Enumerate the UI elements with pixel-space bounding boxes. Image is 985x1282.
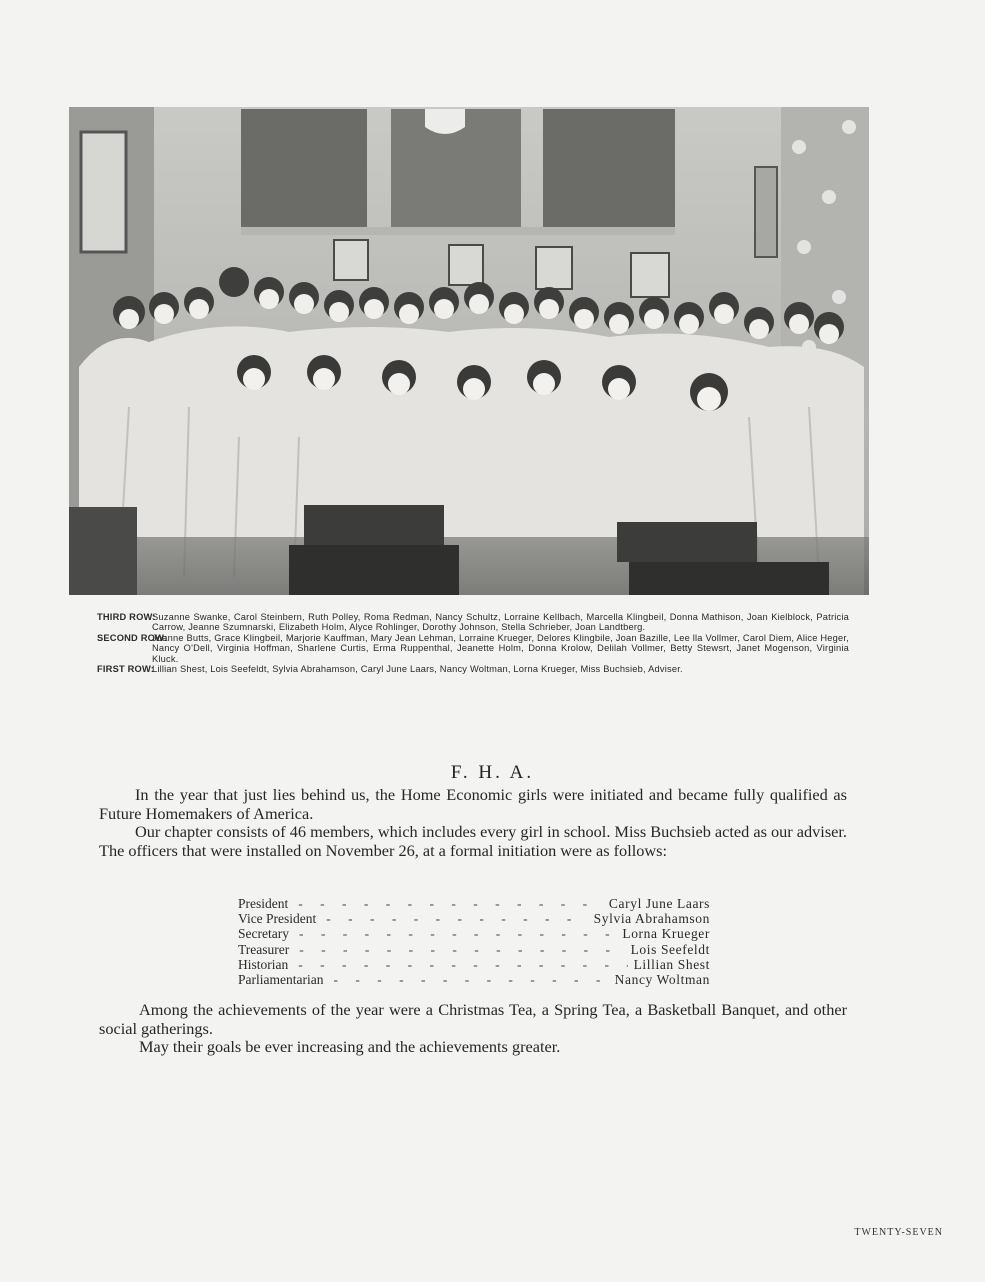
- officer-name: Lois Seefeldt: [630, 941, 710, 957]
- caption-row-label: THIRD ROW:: [97, 612, 156, 622]
- intro-text: [99, 786, 847, 860]
- leader-dots: [299, 942, 624, 957]
- officer-role: President: [238, 896, 289, 911]
- group-photo: [69, 107, 869, 595]
- officer-role: Treasurer: [238, 941, 290, 957]
- leader-dots: [333, 972, 608, 987]
- caption-row-names: Joanne Butts, Grace Klingbeil, Marjorie Kauffman, Mary Jean Lehman, Lorraine Krueger, Delores Klingbile, Joan Bazille, Lee lla Vollmer, Carol Diem, Alice Heger, Nancy O'Dell, Virginia Hoffman, Sharlene Curtis, Erma Ruppenthal, Jeanette Holm, Donna Krolow, Delilah Vollmer, Betty Stewsrt, Janet Mogenson, Virginia Kluck.: [152, 632, 849, 664]
- leader-dots: [298, 896, 603, 911]
- officer-name: Caryl June Laars: [608, 896, 710, 911]
- leader-dots: [326, 911, 587, 926]
- leader-dots: [298, 957, 627, 972]
- photo-caption: [97, 612, 849, 674]
- officer-row: [238, 896, 710, 911]
- officer-role: Historian: [238, 956, 289, 972]
- officer-role: Secretary: [238, 926, 289, 942]
- closing-text: [99, 1001, 847, 1057]
- closing-paragraph: May their goals be ever increasing and the achievements greater.: [139, 1037, 561, 1056]
- officer-role: Parliamentarian: [238, 972, 324, 988]
- officer-name: Lorna Krueger: [622, 926, 710, 942]
- leader-dots: [299, 926, 616, 941]
- officer-name: Sylvia Abrahamson: [593, 911, 710, 927]
- section-title: F. H. A.: [450, 762, 535, 783]
- officer-row: [238, 911, 710, 926]
- intro-paragraph: Our chapter consists of 46 members, which includes every girl in school. Miss Buchsieb acted as our adviser. The officers that were installed on November 26, at a formal initiation were as follows:: [99, 822, 847, 860]
- caption-first-row: [97, 664, 849, 674]
- caption-row-names: Suzanne Swanke, Carol Steinbern, Ruth Polley, Roma Redman, Nancy Schultz, Lorraine Kellbach, Marcella Klingbeil, Donna Mathison, Joan Kielblock, Patricia Carrow, Jeanne Szumnarski, Elizabeth Holm, Alyce Rohlinger, Dorothy Johnson, Stella Schrieber, Joan Landtberg.: [152, 612, 849, 633]
- closing-paragraph: Among the achievements of the year were a Christmas Tea, a Spring Tea, a Basketball Banquet, and other social gatherings.: [99, 1000, 847, 1038]
- caption-third-row: [97, 612, 849, 633]
- officer-name: Lillian Shest: [633, 956, 710, 972]
- officer-name: Nancy Woltman: [614, 972, 710, 988]
- officer-row: [238, 926, 710, 941]
- caption-second-row: [97, 633, 849, 664]
- page-number: TWENTY-SEVEN: [854, 1227, 943, 1238]
- officer-row: [238, 972, 710, 987]
- caption-row-label: FIRST ROW:: [97, 664, 155, 675]
- officer-role: Vice President: [238, 911, 317, 927]
- caption-row-names: Lillian Shest, Lois Seefeldt, Sylvia Abrahamson, Caryl June Laars, Nancy Woltman, Lorna Krueger, Miss Buchsieb, Adviser.: [152, 664, 683, 675]
- officer-row: [238, 957, 710, 972]
- intro-paragraph: In the year that just lies behind us, the Home Economic girls were initiated and became fully qualified as Future Homemakers of America.: [99, 785, 847, 823]
- group-photo-illustration: [69, 107, 869, 595]
- officers-list: [238, 896, 710, 987]
- officer-row: [238, 942, 710, 957]
- caption-row-label: SECOND ROW:: [97, 632, 168, 643]
